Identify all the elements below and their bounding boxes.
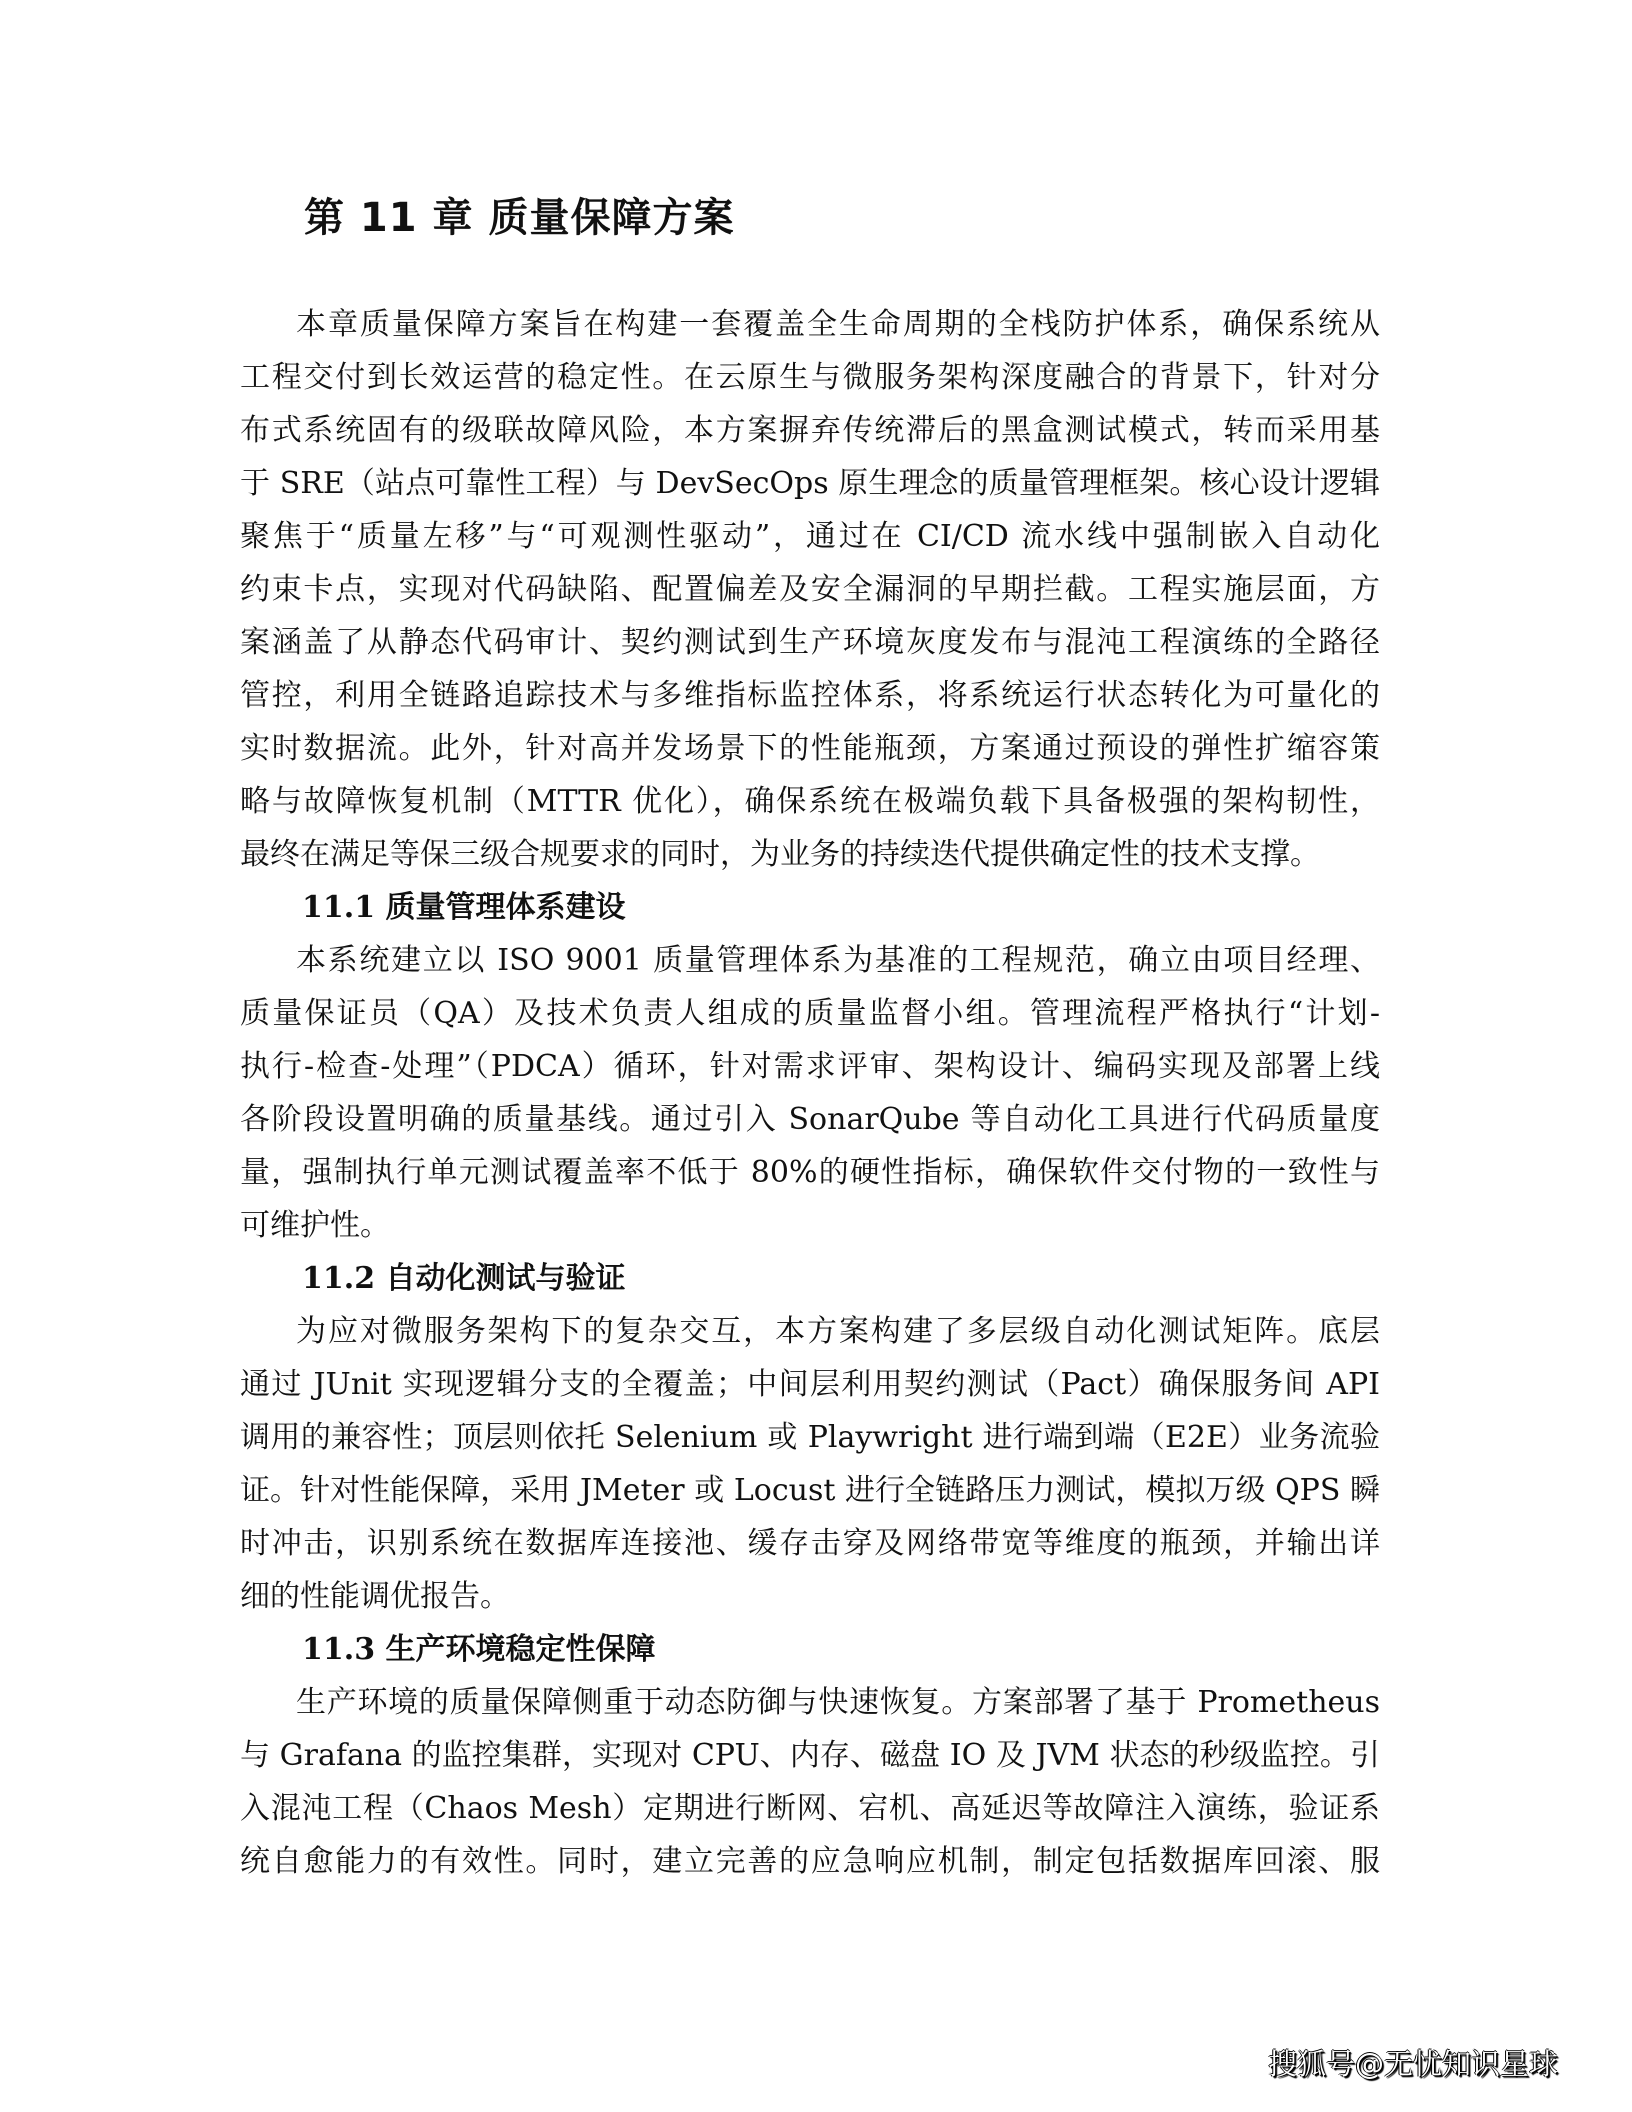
- text-line: 可维护性。: [240, 1208, 390, 1243]
- text-line: 本章质量保障方案旨在构建一套覆盖全生命周期的全栈防护体系，确保系统从: [296, 307, 1380, 342]
- text-line: 约束卡点，实现对代码缺陷、配置偏差及安全漏洞的早期拦截。工程实施层面，方: [240, 572, 1380, 607]
- text-line: 于 SRE（站点可靠性工程）与 DevSecOps 原生理念的质量管理框架。核心设计逻辑: [240, 466, 1380, 501]
- text-line: 入混沌工程（Chaos Mesh）定期进行断网、宕机、高延迟等故障注入演练，验证系: [240, 1791, 1380, 1826]
- text-line: 最终在满足等保三级合规要求的同时，为业务的持续迭代提供确定性的技术支撑。: [240, 837, 1320, 872]
- section-paragraph-11-3: [240, 1676, 1380, 1888]
- text-line: 工程交付到长效运营的稳定性。在云原生与微服务架构深度融合的背景下，针对分: [240, 360, 1380, 395]
- text-line: 管控，利用全链路追踪技术与多维指标监控体系，将系统运行状态转化为可量化的: [240, 678, 1380, 713]
- text-line: 时冲击，识别系统在数据库连接池、缓存击穿及网络带宽等维度的瓶颈，并输出详: [240, 1526, 1380, 1561]
- text-line: 案涵盖了从静态代码审计、契约测试到生产环境灰度发布与混沌工程演练的全路径: [240, 625, 1380, 660]
- text-line: 实时数据流。此外，针对高并发场景下的性能瓶颈，方案通过预设的弹性扩缩容策: [240, 731, 1380, 766]
- text-line: 质量保证员（QA）及技术负责人组成的质量监督小组。管理流程严格执行“计划-: [240, 996, 1380, 1031]
- document-body: [240, 298, 1380, 1888]
- section-heading-11-1: 11.1 质量管理体系建设: [302, 890, 626, 925]
- text-line: 略与故障恢复机制（MTTR 优化），确保系统在极端负载下具备极强的架构韧性，: [240, 784, 1380, 819]
- text-line: 生产环境的质量保障侧重于动态防御与快速恢复。方案部署了基于 Prometheus: [296, 1685, 1380, 1720]
- text-line: 本系统建立以 ISO 9001 质量管理体系为基准的工程规范，确立由项目经理、: [296, 943, 1380, 978]
- section-heading-11-3: 11.3 生产环境稳定性保障: [302, 1632, 656, 1667]
- text-line: 细的性能调优报告。: [240, 1579, 510, 1614]
- text-line: 布式系统固有的级联故障风险，本方案摒弃传统滞后的黑盒测试模式，转而采用基: [240, 413, 1380, 448]
- text-line: 统自愈能力的有效性。同时，建立完善的应急响应机制，制定包括数据库回滚、服: [240, 1844, 1380, 1879]
- intro-paragraph: [240, 298, 1380, 881]
- text-line: 调用的兼容性；顶层则依托 Selenium 或 Playwright 进行端到端（E2E）业务流验: [240, 1420, 1380, 1455]
- text-line: 聚焦于“质量左移”与“可观测性驱动”，通过在 CI/CD 流水线中强制嵌入自动化: [240, 519, 1380, 554]
- text-line: 通过 JUnit 实现逻辑分支的全覆盖；中间层利用契约测试（Pact）确保服务间 API: [240, 1367, 1380, 1402]
- section-paragraph-11-2: [240, 1305, 1380, 1623]
- text-line: 为应对微服务架构下的复杂交互，本方案构建了多层级自动化测试矩阵。底层: [296, 1314, 1380, 1349]
- section-heading-11-2: 11.2 自动化测试与验证: [302, 1261, 626, 1296]
- watermark: 搜狐号@无忧知识星球: [1268, 2047, 1559, 2081]
- text-line: 各阶段设置明确的质量基线。通过引入 SonarQube 等自动化工具进行代码质量度: [240, 1102, 1380, 1137]
- text-line: 执行-检查-处理”（PDCA）循环，针对需求评审、架构设计、编码实现及部署上线: [240, 1049, 1380, 1084]
- text-line: 与 Grafana 的监控集群，实现对 CPU、内存、磁盘 IO 及 JVM 状态的秒级监控。引: [240, 1738, 1380, 1773]
- text-line: 证。针对性能保障，采用 JMeter 或 Locust 进行全链路压力测试，模拟万级 QPS 瞬: [240, 1473, 1380, 1508]
- section-paragraph-11-1: [240, 934, 1380, 1252]
- chapter-title: 第 11 章 质量保障方案: [304, 195, 735, 241]
- text-line: 量，强制执行单元测试覆盖率不低于 80%的硬性指标，确保软件交付物的一致性与: [240, 1155, 1380, 1190]
